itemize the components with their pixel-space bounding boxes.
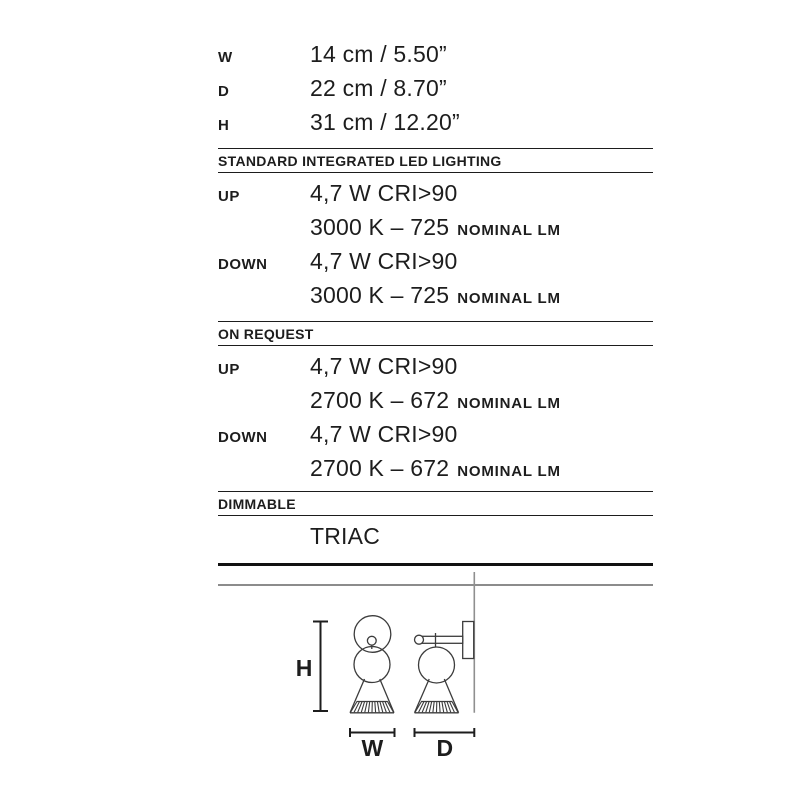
section-header-on-request: ON REQUEST [218,321,653,346]
arm-end-cap [415,635,424,644]
led-row-value: 3000 K – 725 NOMINAL LM [310,282,561,308]
led-row-down-kelvin [218,453,653,487]
led-row-up-kelvin [218,385,653,419]
led-row-value: 4,7 W CRI>90 [310,353,458,379]
led-row-label: DOWN [218,429,268,446]
led-row-up-kelvin [218,212,653,246]
front-view-drawing [350,616,394,713]
dimension-value: 14 cm / 5.50” [310,41,447,67]
dimmable-value-row [218,521,653,555]
front-knob [367,636,376,645]
led-row-down-kelvin [218,280,653,314]
led-row-suffix: NOMINAL LM [457,290,561,307]
dimension-row-depth [218,73,653,107]
side-shade-hatching [415,702,458,713]
spec-sheet [218,0,653,586]
led-row-up [218,351,653,385]
led-row-value: 2700 K – 672 NOMINAL LM [310,387,561,413]
height-dimension-indicator [313,622,328,712]
led-row-suffix: NOMINAL LM [457,222,561,239]
led-row-value: 3000 K – 725 NOMINAL LM [310,214,561,240]
dimension-label: H [218,117,230,134]
width-dimension-label: W [361,735,384,761]
led-row-value: 2700 K – 672 NOMINAL LM [310,455,561,481]
led-row-label: UP [218,188,240,205]
dimensions-table [218,39,653,141]
lamp-drawing-svg [268,552,502,770]
standard-led-block [218,178,653,314]
led-row-down [218,246,653,280]
section-header-dimmable: DIMMABLE [218,491,653,516]
led-row-label: UP [218,361,240,378]
led-row-value: 4,7 W CRI>90 [310,180,458,206]
technical-drawing [268,552,502,775]
led-row-suffix: NOMINAL LM [457,395,561,412]
led-row-suffix: NOMINAL LM [457,463,561,480]
led-row-down [218,419,653,453]
dimension-label: D [218,83,230,100]
led-row-label: DOWN [218,256,268,273]
dimension-row-height [218,107,653,141]
led-row-value: 4,7 W CRI>90 [310,421,458,447]
led-row-up [218,178,653,212]
mount-arm [422,636,463,643]
front-shade-hatching [351,702,394,713]
section-header-standard-led: STANDARD INTEGRATED LED LIGHTING [218,148,653,173]
dimension-value: 22 cm / 8.70” [310,75,447,101]
dimension-value: 31 cm / 12.20” [310,109,460,135]
dimension-label: W [218,49,233,66]
side-sphere [419,647,455,683]
on-request-block [218,351,653,487]
dimmable-value: TRIAC [310,523,380,549]
dimension-row-width [218,39,653,73]
height-dimension-label: H [295,655,313,681]
depth-dimension-label: D [436,735,454,761]
led-row-value: 4,7 W CRI>90 [310,248,458,274]
side-view-drawing [415,622,474,713]
wall-plate [463,622,474,659]
